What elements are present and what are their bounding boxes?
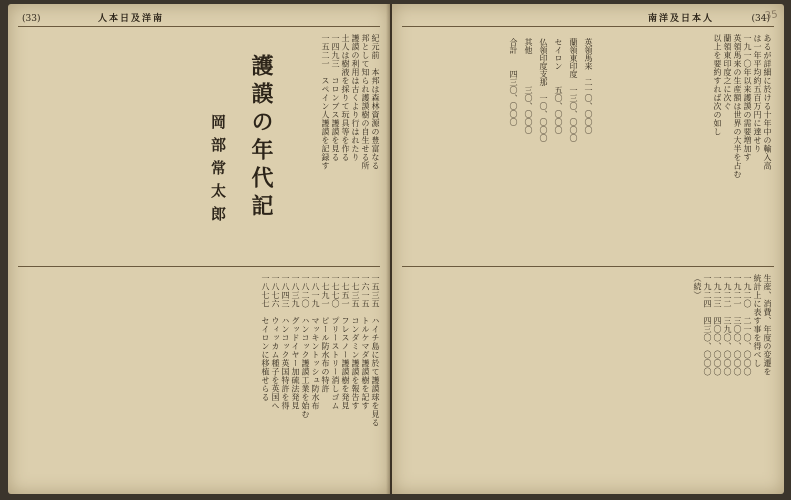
right-running-head: 南洋及日本人: [647, 14, 714, 24]
text-column: 一九一〇年以来護謨の需要増加す: [743, 34, 752, 162]
table-row: 蘭領東印度 一三〇、〇〇〇: [569, 38, 578, 142]
right-lower-text-block: [402, 274, 772, 484]
statistics-entry: 一九二二 三九〇、〇〇〇: [723, 274, 732, 376]
left-lower-text-block: [20, 274, 380, 484]
text-column: あるが詳細に於ける十年中の輸入高: [763, 34, 772, 170]
continued-mark: （続）: [693, 274, 702, 300]
text-column: 紀元前 本邦は森林資源の豊富なる: [371, 34, 380, 170]
article-author: 岡部常太郎: [209, 114, 227, 229]
chronology-entry: 一八四三 ハンコック英国特許を得: [281, 274, 290, 410]
text-column: 邦として知られ護謨樹の自生せる所: [361, 34, 370, 170]
left-upper-text-block: [205, 34, 380, 254]
article-title: 護謨の年代記: [248, 54, 274, 222]
chronology-entry: 一七七〇 プリーストリー消しゴム: [331, 274, 340, 410]
chronology-entry: 一八二〇 ハンコック護謨工業を始む: [301, 274, 310, 419]
text-column: 英領馬来の生産額は世界の大半を占む: [733, 34, 742, 179]
right-upper-text-block: [612, 34, 772, 254]
pencil-annotation: 35: [764, 9, 779, 22]
chronology-entry: 一八七六 ウィッカム種子を英国へ: [271, 274, 280, 410]
chronology-entry: 一八一九 マッキントッシュ防水布: [311, 274, 320, 410]
right-page-header: [402, 12, 774, 27]
chronology-entry: 一五三五 ハイチ島に於て護謨球を見る: [371, 274, 380, 427]
text-column: 護謨の利用は古くより行はれたり: [351, 34, 360, 162]
chronology-entry: 一六一五 トルケマダ護謨樹を記す: [361, 274, 370, 410]
statistics-entry: 一九二三 四〇〇、〇〇〇: [713, 274, 722, 376]
chronology-entry: 一八七七 セイロンに移植せらる: [261, 274, 270, 402]
statistics-entry: 一九二一 三〇〇、〇〇〇: [733, 274, 742, 376]
table-row: 合計 四三〇、〇〇〇: [509, 38, 518, 126]
section-divider: [18, 266, 380, 267]
right-page-number: (34): [751, 14, 770, 24]
left-running-head: 人本日及洋南: [98, 14, 165, 24]
table-row: 英領馬来 二一〇、〇〇〇: [584, 38, 593, 134]
left-page-number: (33): [22, 14, 41, 24]
left-page-header: [18, 12, 380, 27]
statistics-entry: 一九二〇 二一〇、〇〇〇: [743, 274, 752, 376]
text-column: 一五二一 スペイン人護謨を記録す: [321, 34, 330, 170]
statistics-entry: 統計上に表す事を得べし: [753, 274, 762, 368]
chronology-entry: 一七九一 ピール防水布の特許: [321, 274, 330, 393]
section-divider: [402, 266, 774, 267]
statistics-entry: 一九二四 四三〇、〇〇〇: [703, 274, 712, 376]
table-row: 其他 三〇、〇〇〇: [524, 38, 533, 134]
text-column: 蘭領東印度之に次ぐ: [723, 34, 732, 111]
chronology-entry: 一七三五 コンダミン護謨を報告す: [351, 274, 360, 410]
left-page: [8, 4, 390, 494]
chronology-entry: 一八三九 グッドイヤー加硫法発見: [291, 274, 300, 410]
statistics-entry: 生産、消費、年度の変遷を: [763, 274, 772, 376]
production-table: [508, 38, 594, 248]
text-column: は一年平均約五百万円に達せり: [753, 34, 762, 153]
text-column: 一四九三 コロンブス護謨を見る: [331, 34, 340, 162]
table-row: 仏領印度支那 一〇、〇〇〇: [539, 38, 548, 142]
text-column: 土人は樹液を採りて玩具等を作る: [341, 34, 350, 162]
text-column: 以上を要約すれば次の如し: [713, 34, 722, 136]
right-page: [392, 4, 784, 494]
table-row: セイロン 五〇、〇〇〇: [554, 38, 563, 134]
chronology-entry: 一七五一 フレスノー護謨樹を発見: [341, 274, 350, 410]
